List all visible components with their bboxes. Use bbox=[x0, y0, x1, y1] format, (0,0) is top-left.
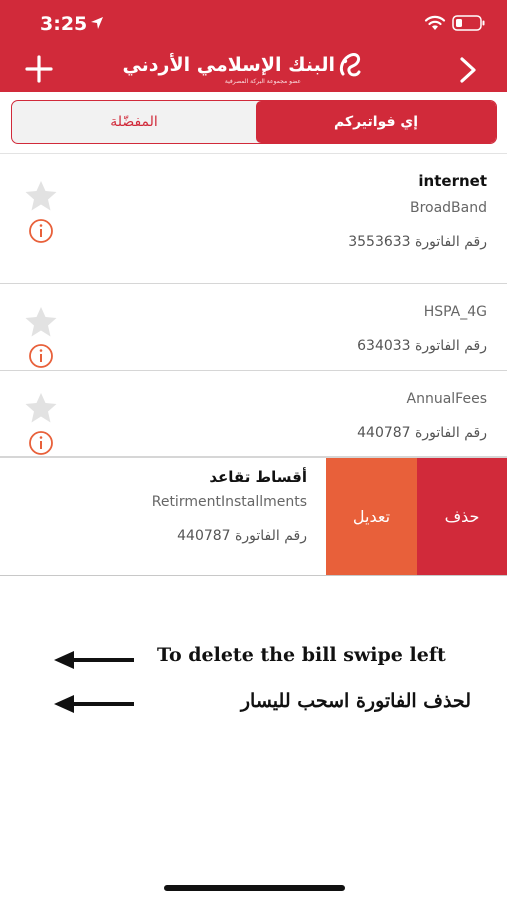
star-icon[interactable] bbox=[24, 180, 58, 212]
status-bar bbox=[0, 0, 507, 48]
info-icon[interactable] bbox=[28, 218, 54, 244]
bill-subtitle: RetirmentInstallments bbox=[151, 494, 307, 510]
bill-number-label: رقم الفاتورة bbox=[415, 338, 487, 354]
swipe-hint-english: To delete the bill swipe left bbox=[157, 644, 446, 666]
bill-number-label: رقم الفاتورة bbox=[415, 425, 487, 441]
bill-row-hspa[interactable] bbox=[0, 284, 507, 371]
nav-bar bbox=[0, 48, 507, 92]
edit-button[interactable]: تعديل bbox=[326, 458, 417, 575]
bill-number-label: رقم الفاتورة bbox=[415, 234, 487, 250]
bill-number-value: 440787 bbox=[357, 425, 411, 441]
bank-name: البنك الإسلامي الأردني bbox=[122, 54, 335, 76]
plus-icon[interactable] bbox=[24, 54, 54, 84]
bill-row-internet[interactable] bbox=[0, 154, 507, 284]
bank-tagline: عضو مجموعة البركة المصرفية bbox=[224, 78, 301, 85]
delete-button[interactable]: حذف bbox=[417, 458, 507, 575]
tab-favorites[interactable]: المفضّلة bbox=[110, 114, 158, 130]
app-header bbox=[0, 0, 507, 92]
location-arrow-icon bbox=[90, 16, 104, 30]
bill-title: أقساط تقاعد bbox=[209, 468, 307, 486]
tab-my-bills[interactable]: إي فواتيركم bbox=[256, 101, 496, 143]
star-icon[interactable] bbox=[24, 392, 58, 424]
bill-subtitle: BroadBand bbox=[409, 200, 487, 216]
bill-number-value: 440787 bbox=[177, 528, 231, 544]
bill-number bbox=[357, 338, 487, 354]
swipe-hint-arabic: لحذف الفاتورة اسحب لليسار bbox=[240, 690, 471, 712]
bank-logo-mark-icon bbox=[337, 52, 363, 80]
bill-title: internet bbox=[418, 172, 487, 190]
wifi-icon bbox=[424, 15, 446, 31]
bill-number bbox=[357, 425, 487, 441]
arrow-left-icon bbox=[52, 693, 136, 715]
bill-number-value: 3553633 bbox=[348, 234, 411, 250]
arrow-left-icon bbox=[52, 649, 136, 671]
bill-row-retirement[interactable] bbox=[0, 457, 507, 576]
bill-row-annual-fees[interactable] bbox=[0, 371, 507, 457]
bills-segmented-control bbox=[11, 100, 497, 144]
home-indicator[interactable] bbox=[164, 885, 345, 891]
status-time: 3:25 bbox=[40, 13, 88, 35]
bill-number-label: رقم الفاتورة bbox=[235, 528, 307, 544]
star-icon[interactable] bbox=[24, 306, 58, 338]
bank-logo bbox=[122, 50, 363, 88]
battery-icon bbox=[452, 14, 486, 32]
info-icon[interactable] bbox=[28, 343, 54, 369]
chevron-right-icon[interactable] bbox=[456, 55, 480, 85]
bill-number bbox=[348, 234, 487, 250]
bill-subtitle: AnnualFees bbox=[406, 391, 487, 407]
bill-number-value: 634033 bbox=[357, 338, 411, 354]
bill-subtitle: HSPA_4G bbox=[423, 304, 487, 320]
bill-number bbox=[177, 528, 307, 544]
info-icon[interactable] bbox=[28, 430, 54, 456]
